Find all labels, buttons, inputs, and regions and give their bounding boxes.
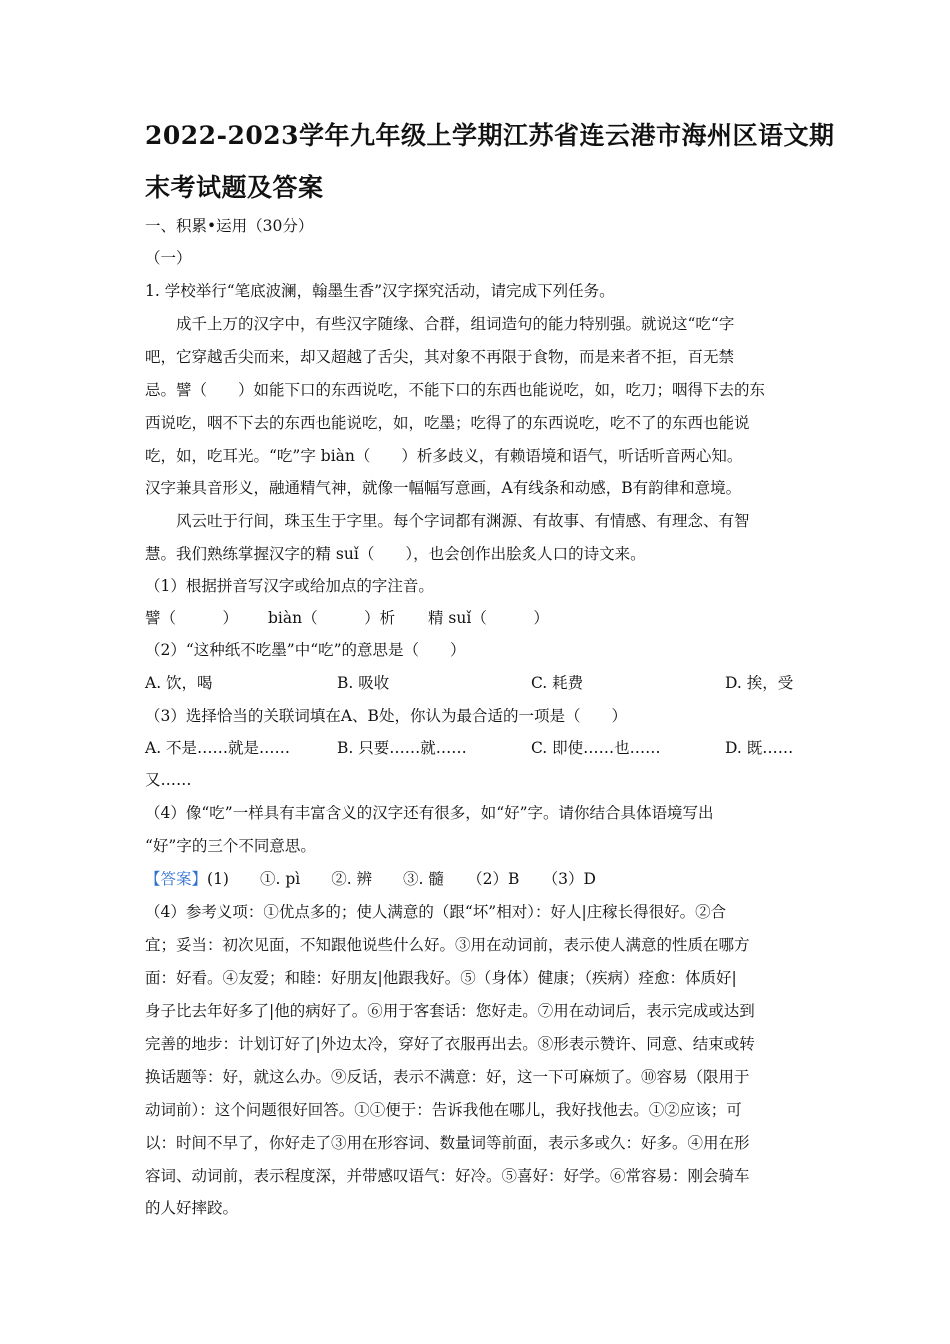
sub-question-2: （2）“这种纸不吃墨”中“吃”的意思是（ ） xyxy=(145,641,466,659)
section-heading: 一、积累•运用（30分） xyxy=(145,217,314,235)
explanation-line: 的人好摔跤。 xyxy=(145,1199,239,1217)
explanation-line: 动词前）：这个问题很好回答。①①便于：告诉我他在哪儿，我好找他去。①②应该；可 xyxy=(145,1101,742,1119)
sub-question-1: （1）根据拼音写汉字或给加点的字注音。 xyxy=(145,577,434,595)
document-title-line-2: 末考试题及答案 xyxy=(145,173,324,202)
answer-line xyxy=(145,869,815,889)
blank-bian: biàn（ ）析 xyxy=(268,609,396,627)
passage-line: 忌。譬（ ）如能下口的东西说吃，不能下口的东西也能说吃，如，吃刀；咽得下去的东 xyxy=(145,381,766,399)
sub-question-4-continued: “好”字的三个不同意思。 xyxy=(145,837,316,855)
passage-line: 慧。我们熟练掌握汉字的精 suǐ（ ），也会创作出脍炙人口的诗文来。 xyxy=(145,545,646,563)
subsection-heading: （一） xyxy=(145,249,192,267)
option-d: D. 挨，受 xyxy=(725,674,794,692)
sub-question-3: （3）选择恰当的关联词填在A、B处，你认为最合适的一项是（ ） xyxy=(145,707,627,725)
passage-line: 吧，它穿越舌尖而来，却又超越了舌尖，其对象不再限于食物，而是来者不拒，百无禁 xyxy=(145,348,735,366)
option-b: B. 吸收 xyxy=(337,674,390,692)
option-c: C. 即使……也…… xyxy=(531,739,661,757)
explanation-line: 换话题等：好，就这么办。⑨反话，表示不满意：好，这一下可麻烦了。⑩容易（限用于 xyxy=(145,1068,750,1086)
option-a: A. 饮，喝 xyxy=(145,674,213,692)
question-1-stem: 1. 学校举行“笔底波澜，翰墨生香”汉字探究活动，请完成下列任务。 xyxy=(145,282,615,300)
passage-line: 西说吃，咽不下去的东西也能说吃，如，吃墨；吃得了的东西说吃，吃不了的东西也能说 xyxy=(145,414,750,432)
explanation-line: 面：好看。④友爱；和睦：好朋友|他跟我好。⑤（身体）健康；（疾病）痊愈：体质好| xyxy=(145,969,737,987)
option-b: B. 只要……就…… xyxy=(337,739,467,757)
sub-question-4: （4）像“吃”一样具有丰富含义的汉字还有很多，如“好”字。请你结合具体语境写出 xyxy=(145,804,714,822)
option-c: C. 耗费 xyxy=(531,674,584,692)
explanation-line: 容词、动词前，表示程度深，并带感叹语气：好冷。⑤喜好：好学。⑥常容易：刚会骑车 xyxy=(145,1167,750,1185)
option-d: D. 既…… xyxy=(725,739,794,757)
option-d-continued: 又…… xyxy=(145,771,192,789)
explanation-line: 宜；妥当：初次见面，不知跟他说些什么好。③用在动词前，表示使人满意的性质在哪方 xyxy=(145,936,750,954)
option-a: A. 不是……就是…… xyxy=(145,739,291,757)
passage-line: 风云吐于行间，珠玉生于字里。每个字词都有渊源、有故事、有情感、有理念、有智 xyxy=(176,512,750,530)
explanation-line: 完善的地步：计划订好了|外边太冷，穿好了衣服再出去。⑧形表示赞许、同意、结束或转 xyxy=(145,1035,755,1053)
answer-text: (1) ①. pì ②. 辨 ③. 髓 （2）B （3）D xyxy=(207,870,596,888)
document-title-line-1: 2022-2023学年九年级上学期江苏省连云港市海州区语文期 xyxy=(145,121,835,150)
blank-pi: 譬（ ） xyxy=(145,609,239,627)
explanation-line: 身子比去年好多了|他的病好了。⑥用于客套话：您好走。⑦用在动词后，表示完成或达到 xyxy=(145,1002,755,1020)
passage-line: 吃，如，吃耳光。“吃”字 biàn（ ）析多歧义，有赖语境和语气，听话听音两心知。 xyxy=(145,447,743,465)
explanation-line: （4）参考义项：①优点多的；使人满意的（跟“坏”相对）：好人|庄稼长得很好。②合 xyxy=(145,903,727,921)
passage-line: 汉字兼具音形义，融通精气神，就像一幅幅写意画，A有线条和动感，B有韵律和意境。 xyxy=(145,479,742,497)
passage-line: 成千上万的汉字中，有些汉字随缘、合群，组词造句的能力特别强。就说这“吃“字 xyxy=(176,315,735,333)
blank-sui: 精 suǐ（ ） xyxy=(428,609,549,627)
explanation-line: 以：时间不早了，你好走了③用在形容词、数量词等前面，表示多或久：好多。④用在形 xyxy=(145,1134,750,1152)
answer-tag: 【答案】 xyxy=(145,870,208,888)
